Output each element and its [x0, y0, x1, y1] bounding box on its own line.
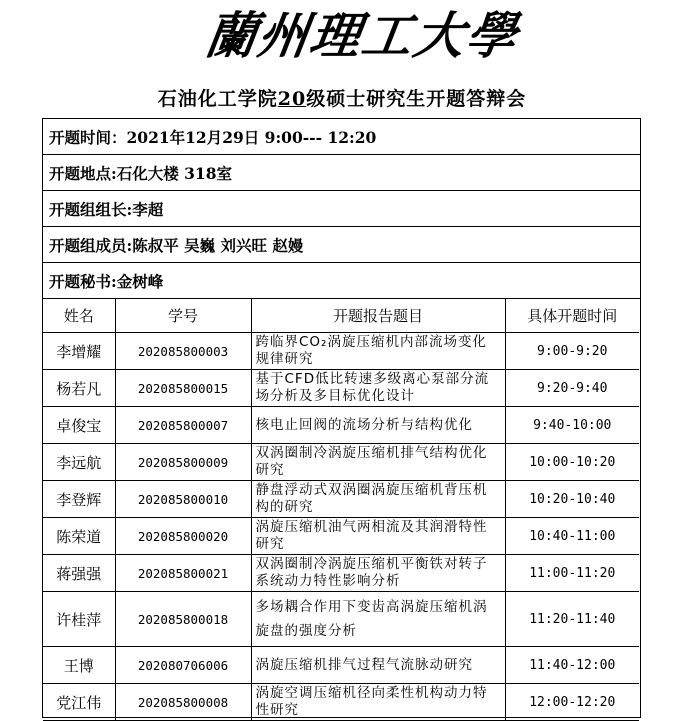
cell-name: 许桂萍: [43, 592, 115, 647]
cell-name: 党江伟: [43, 684, 115, 721]
cell-id: 202085800010: [115, 481, 251, 518]
header-time: 具体开题时间: [505, 299, 639, 333]
cell-id: 202085800009: [115, 444, 251, 481]
cell-name: 李登辉: [43, 481, 115, 518]
cell-name: 陈荣道: [43, 518, 115, 555]
info-members: 开题组成员:陈叔平 吴巍 刘兴旺 赵嫚: [43, 227, 640, 263]
table-row: [43, 555, 639, 592]
cell-name: 王博: [43, 647, 115, 684]
table-header-row: [43, 299, 639, 333]
table-row: [43, 407, 639, 444]
schedule-sheet: [42, 118, 641, 718]
university-logo: 蘭州理工大學: [201, 6, 523, 65]
info-location: 开题地点:石化大楼 318室: [43, 155, 640, 191]
cell-topic: 核电止回阀的流场分析与结构优化: [251, 407, 505, 444]
cell-topic: 跨临界CO₂涡旋压缩机内部流场变化规律研究: [251, 333, 505, 370]
cell-time: 11:20-11:40: [505, 592, 639, 647]
header-name: 姓名: [43, 299, 115, 333]
table-row: [43, 444, 639, 481]
cell-id: 202085800018: [115, 592, 251, 647]
cell-time: 11:40-12:00: [505, 647, 639, 684]
cell-time: 12:00-12:20: [505, 684, 639, 721]
cell-id: 202085800021: [115, 555, 251, 592]
table-row: [43, 647, 639, 684]
header-topic: 开题报告题目: [251, 299, 505, 333]
cell-time: 10:20-10:40: [505, 481, 639, 518]
cell-topic: 涡旋空调压缩机径向柔性机构动力特性研究: [251, 684, 505, 721]
cell-topic: 双涡圈制冷涡旋压缩机排气结构优化研究: [251, 444, 505, 481]
cell-name: 蒋强强: [43, 555, 115, 592]
info-leader: 开题组组长:李超: [43, 191, 640, 227]
cell-time: 9:20-9:40: [505, 370, 639, 407]
page-title: [0, 84, 684, 111]
cell-time: 10:00-10:20: [505, 444, 639, 481]
table-row: [43, 370, 639, 407]
table-row: [43, 333, 639, 370]
cell-id: 202085800003: [115, 333, 251, 370]
title-suffix: 级硕士研究生开题答辩会: [306, 88, 527, 110]
table-row: [43, 684, 639, 721]
table-row: [43, 518, 639, 555]
cell-id: 202085800020: [115, 518, 251, 555]
cell-name: 李远航: [43, 444, 115, 481]
cell-topic: 多场耦合作用下变齿高涡旋压缩机涡旋盘的强度分析: [251, 592, 505, 647]
cell-id: 202080706006: [115, 647, 251, 684]
cell-name: 李增耀: [43, 333, 115, 370]
info-time: 开题时间：2021年12月29日 9:00--- 12:20: [43, 119, 640, 155]
cell-id: 202085800007: [115, 407, 251, 444]
cell-name: 卓俊宝: [43, 407, 115, 444]
cell-time: 9:00-9:20: [505, 333, 639, 370]
cell-time: 9:40-10:00: [505, 407, 639, 444]
cell-topic: 静盘浮动式双涡圈涡旋压缩机背压机构的研究: [251, 481, 505, 518]
cell-name: 杨若凡: [43, 370, 115, 407]
cell-topic: 双涡圈制冷涡旋压缩机平衡铁对转子系统动力特性影响分析: [251, 555, 505, 592]
cell-topic: 涡旋压缩机油气两相流及其润滑特性研究: [251, 518, 505, 555]
info-secretary: 开题秘书:金树峰: [43, 263, 640, 299]
cell-topic: 基于CFD低比转速多级离心泵部分流场分析及多目标优化设计: [251, 370, 505, 407]
table-row: [43, 481, 639, 518]
cell-topic: 涡旋压缩机排气过程气流脉动研究: [251, 647, 505, 684]
cell-id: 202085800008: [115, 684, 251, 721]
title-grade: 20: [277, 88, 307, 110]
table-row: [43, 592, 639, 647]
schedule-table: [43, 299, 639, 721]
header-id: 学号: [115, 299, 251, 333]
title-prefix: 石油化工学院: [157, 88, 278, 110]
cell-id: 202085800015: [115, 370, 251, 407]
cell-time: 11:00-11:20: [505, 555, 639, 592]
cell-time: 10:40-11:00: [505, 518, 639, 555]
